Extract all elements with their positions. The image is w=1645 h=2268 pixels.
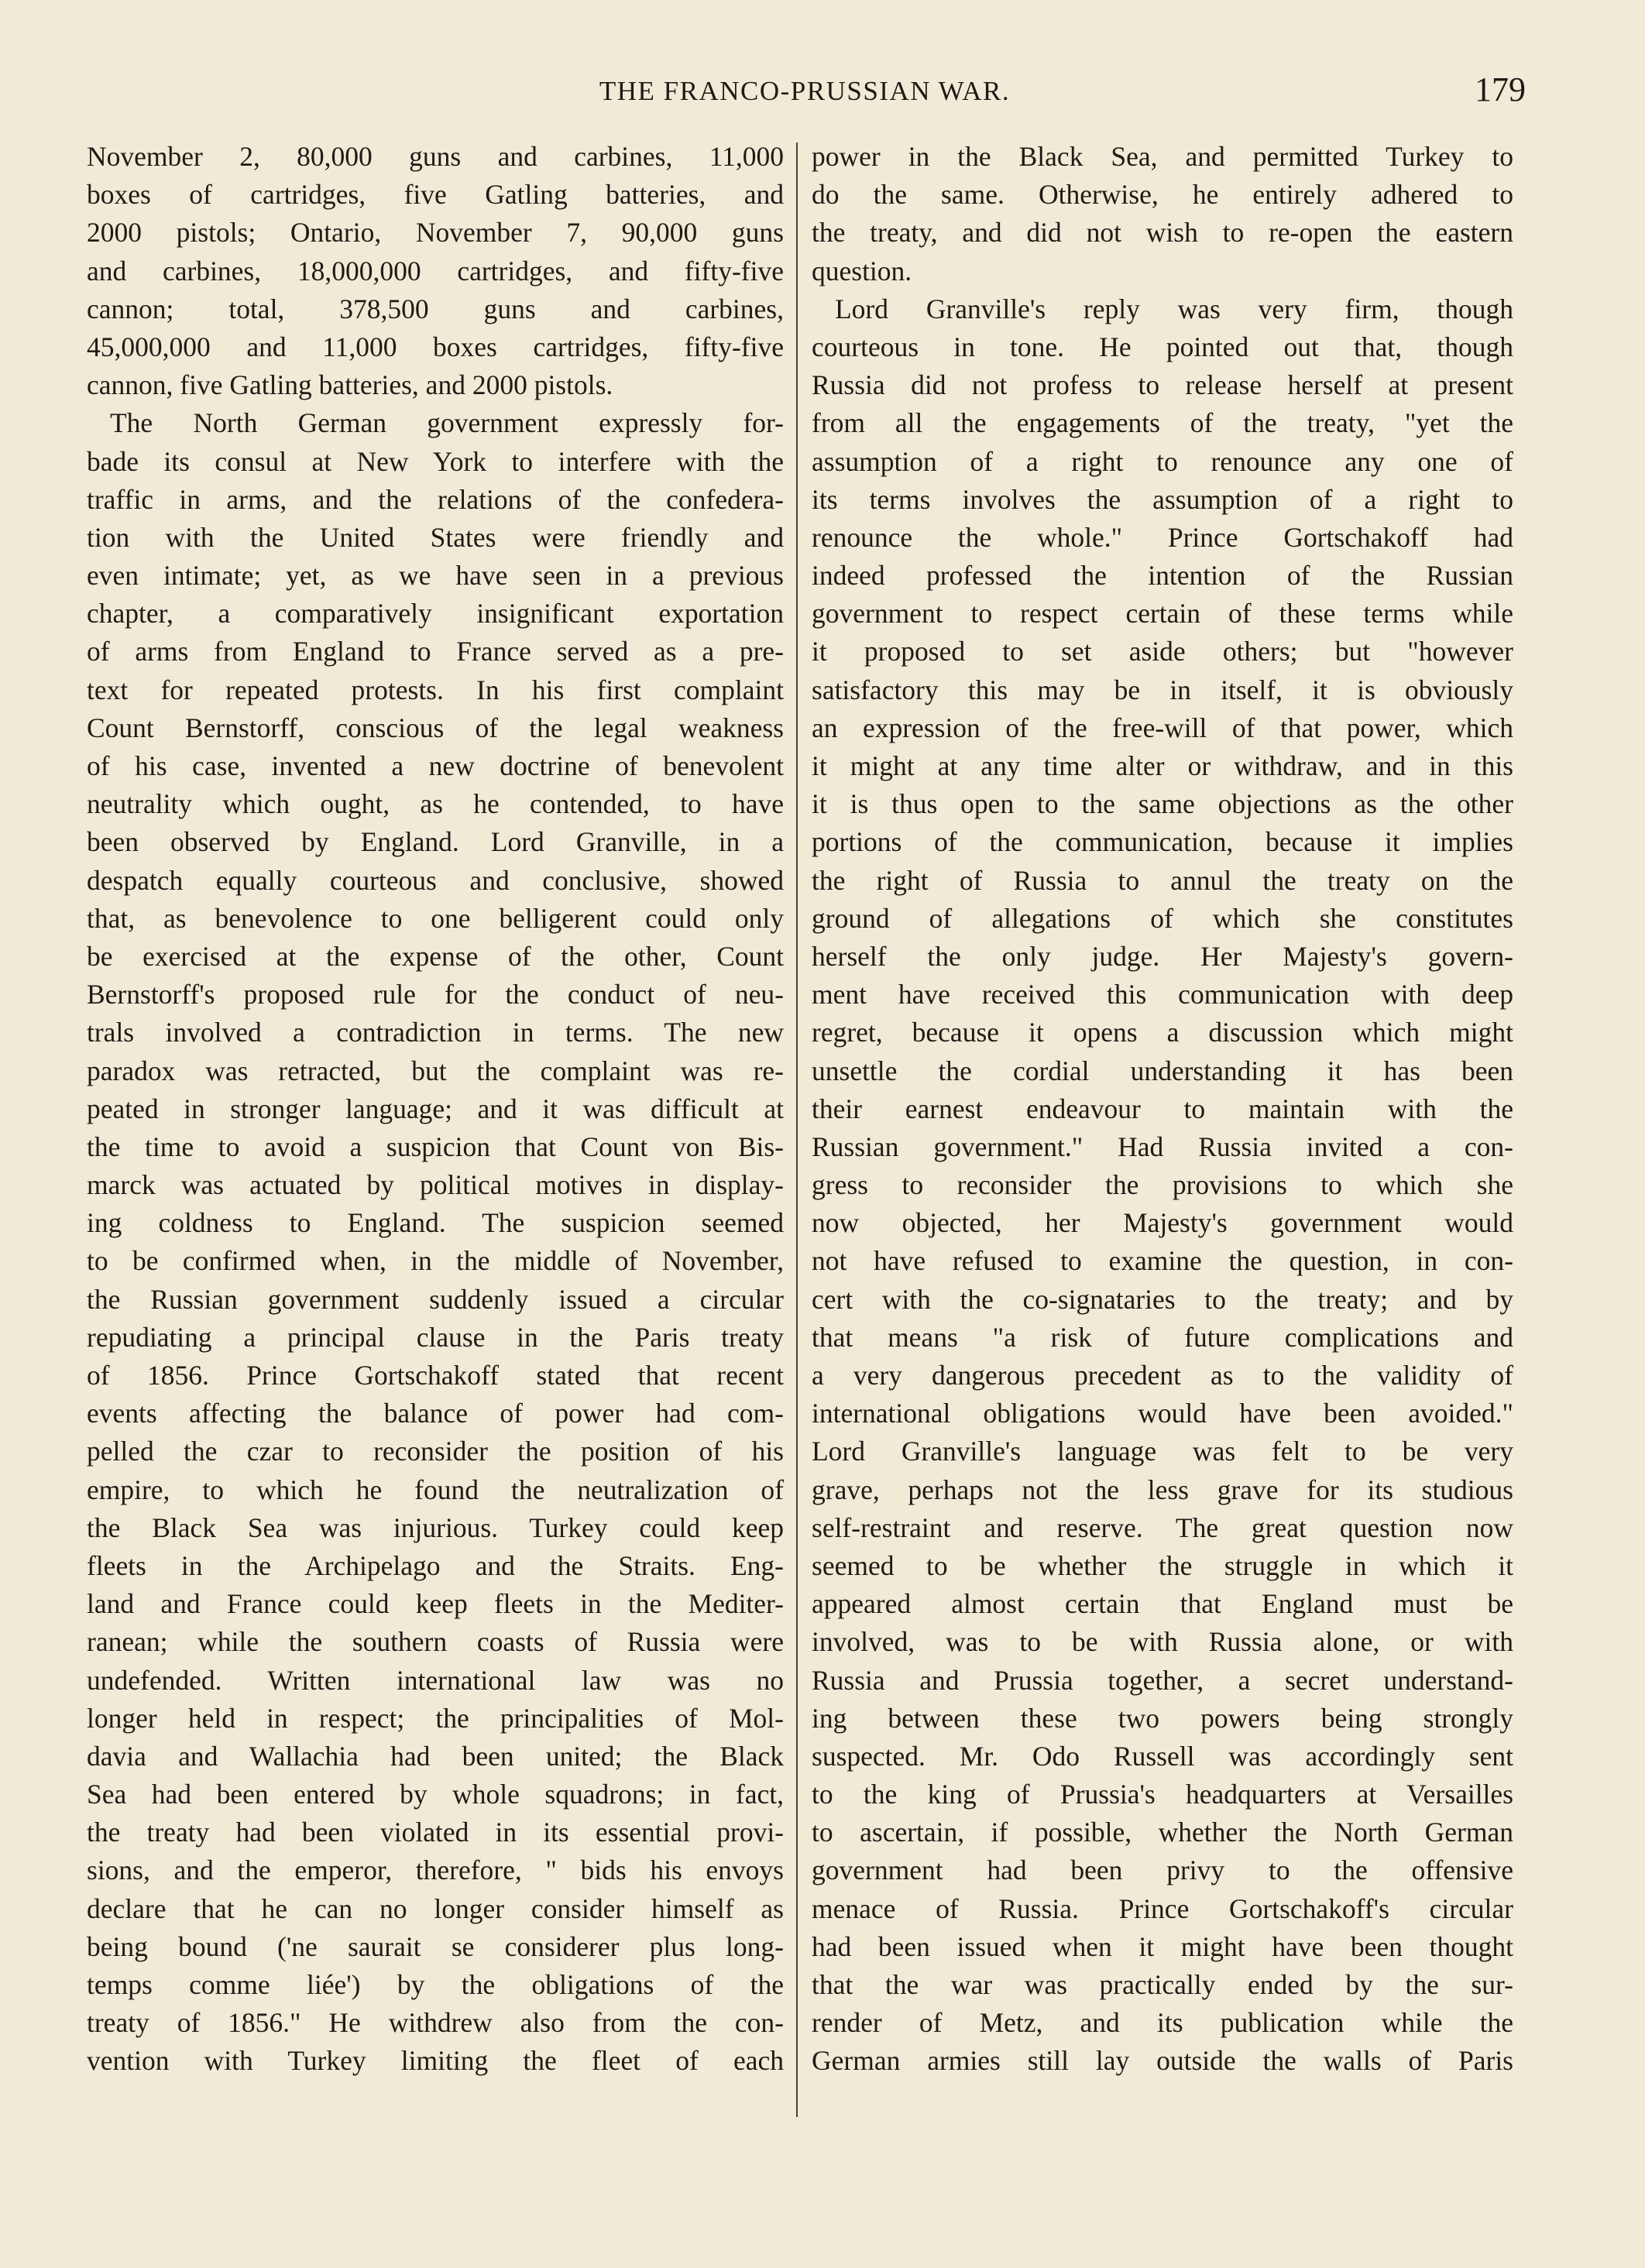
text-line: question. [812,255,912,287]
text-line: events affecting the balance of power had com- [87,1398,784,1429]
text-line: it proposed to set aside others; but "however [812,636,1513,667]
text-line: regret, because it opens a discussion which might [812,1017,1513,1048]
text-line: the right of Russia to annul the treaty on the [812,864,1513,896]
text-line: repudiating a principal clause in the Paris treaty [87,1321,784,1353]
text-line: unsettle the cordial understanding it has been [812,1055,1513,1086]
text-line: cannon; total, 378,500 guns and carbines, [87,293,784,324]
text-line: it is thus open to the same objections as the other [812,788,1513,820]
text-line: paradox was retracted, but the complaint was re- [87,1055,784,1086]
text-line: vention with Turkey limiting the fleet of each [87,2045,784,2077]
text-line: despatch equally courteous and conclusive, showed [87,864,784,896]
text-line: chapter, a comparatively insignificant exportation [87,598,784,630]
text-line: of 1856. Prince Gortschakoff stated that recent [87,1360,784,1391]
text-line: to ascertain, if possible, whether the North German [812,1817,1513,1848]
text-line: seemed to be whether the struggle in which it [812,1549,1513,1581]
text-line: of his case, invented a new doctrine of benevolent [87,750,784,781]
text-line: international obligations would have been avoided." [812,1398,1513,1429]
text-line: that, as benevolence to one belligerent could only [87,902,784,934]
text-line: do the same. Otherwise, he entirely adhered to [812,179,1513,211]
text-line: render of Metz, and its publication while the [812,2007,1513,2039]
text-line: Sea had been entered by whole squadrons; in fact, [87,1779,784,1810]
text-line: text for repeated protests. In his first complaint [87,674,784,705]
page-header [84,68,1526,122]
text-line: it might at any time alter or withdraw, and in this [812,750,1513,781]
text-line: gress to reconsider the provisions to which she [812,1169,1513,1201]
text-line: treaty of 1856." He withdrew also from the con- [87,2007,784,2039]
text-line: and carbines, 18,000,000 cartridges, and fifty-five [87,255,784,287]
column-divider [796,142,798,2117]
text-line: renounce the whole." Prince Gortschakoff had [812,521,1513,553]
text-line: grave, perhaps not the less grave for its studious [812,1474,1513,1505]
text-line: ground of allegations of which she constitutes [812,902,1513,934]
text-line: appeared almost certain that England must be [812,1588,1513,1620]
text-line: Count Bernstorff, conscious of the legal weakness [87,712,784,743]
text-line: marck was actuated by political motives in display- [87,1169,784,1201]
text-line: power in the Black Sea, and permitted Turkey to [812,141,1513,172]
text-line: its terms involves the assumption of a right to [812,483,1513,515]
text-line: being bound ('ne saurait se considerer plus long- [87,1930,784,1962]
text-line: Lord Granville's language was felt to be very [812,1436,1513,1467]
text-line: sions, and the emperor, therefore, " bids his envoys [87,1855,784,1886]
text-line: be exercised at the expense of the other, Count [87,940,784,972]
text-line: fleets in the Archipelago and the Straits. Eng- [87,1549,784,1581]
text-line: even intimate; yet, as we have seen in a previous [87,560,784,592]
running-title: THE FRANCO-PRUSSIAN WAR. [599,76,1011,106]
text-line: an expression of the free-will of that power, which [812,712,1513,743]
text-line: from all the engagements of the treaty, "yet the [812,407,1513,439]
text-line: Russian government." Had Russia invited a con- [812,1131,1513,1162]
text-line: empire, to which he found the neutralization of [87,1474,784,1505]
text-line: cert with the co-signataries to the treaty; and by [812,1283,1513,1315]
left-column [87,138,784,2081]
text-line: satisfactory this may be in itself, it is obviously [812,674,1513,705]
text-line: ranean; while the southern coasts of Russia were [87,1626,784,1658]
text-line: trals involved a contradiction in terms. The new [87,1017,784,1048]
text-line: 45,000,000 and 11,000 boxes cartridges, fifty-five [87,331,784,362]
text-line: been observed by England. Lord Granville, in a [87,826,784,858]
text-line: involved, was to be with Russia alone, or with [812,1626,1513,1658]
text-line: courteous in tone. He pointed out that, though [812,331,1513,362]
right-column [812,138,1513,2081]
text-line: government had been privy to the offensive [812,1855,1513,1886]
text-line: their earnest endeavour to maintain with the [812,1093,1513,1124]
text-line: portions of the communication, because it implies [812,826,1513,858]
text-line: davia and Wallachia had been united; the Black [87,1740,784,1772]
text-line: assumption of a right to renounce any one of [812,445,1513,477]
text-line: ing between these two powers being strongly [812,1702,1513,1734]
text-line: self-restraint and reserve. The great question now [812,1511,1513,1543]
text-line: pelled the czar to reconsider the position of his [87,1436,784,1467]
text-line: the treaty had been violated in its essential provi- [87,1817,784,1848]
text-line: 2000 pistols; Ontario, November 7, 90,000 guns [87,217,784,249]
text-line: Russia and Prussia together, a secret understand- [812,1664,1513,1696]
text-line: cannon, five Gatling batteries, and 2000 pistols. [87,369,613,401]
text-line: November 2, 80,000 guns and carbines, 11,000 [87,141,784,172]
text-line: suspected. Mr. Odo Russell was accordingly sent [812,1740,1513,1772]
text-line: neutrality which ought, as he contended, to have [87,788,784,820]
text-line: indeed professed the intention of the Russian [812,560,1513,592]
text-line: menace of Russia. Prince Gortschakoff's circular [812,1892,1513,1924]
text-line: to be confirmed when, in the middle of November, [87,1245,784,1277]
text-line: the time to avoid a suspicion that Count von Bis- [87,1131,784,1162]
text-line: of arms from England to France served as a pre- [87,636,784,667]
text-line: Lord Granville's reply was very firm, though [835,293,1513,324]
text-line: bade its consul at New York to interfere with the [87,445,784,477]
text-line: boxes of cartridges, five Gatling batteries, and [87,179,784,211]
text-line: that means "a risk of future complications and [812,1321,1513,1353]
text-line: not have refused to examine the question, in con- [812,1245,1513,1277]
text-line: ing coldness to England. The suspicion seemed [87,1207,784,1239]
text-line: ment have received this communication with deep [812,979,1513,1010]
text-line: government to respect certain of these terms while [812,598,1513,630]
text-line: Russia did not profess to release herself at present [812,369,1513,401]
page-number: 179 [1475,70,1526,108]
text-line: declare that he can no longer consider himself as [87,1892,784,1924]
text-line: land and France could keep fleets in the Mediter- [87,1588,784,1620]
text-line: undefended. Written international law was no [87,1664,784,1696]
text-line: the treaty, and did not wish to re-open the eastern [812,217,1513,249]
text-line: tion with the United States were friendly and [87,521,784,553]
text-line: peated in stronger language; and it was difficult at [87,1093,784,1124]
text-line: The North German government expressly for- [110,407,784,439]
text-line: to the king of Prussia's headquarters at Versailles [812,1779,1513,1810]
text-line: traffic in arms, and the relations of the confedera- [87,483,784,515]
text-line: the Russian government suddenly issued a circular [87,1283,784,1315]
text-line: that the war was practically ended by the sur- [812,1969,1513,2000]
text-line: had been issued when it might have been thought [812,1930,1513,1962]
text-line: now objected, her Majesty's government would [812,1207,1513,1239]
text-line: German armies still lay outside the walls of Paris [812,2045,1513,2077]
text-line: Bernstorff's proposed rule for the conduct of neu- [87,979,784,1010]
text-line: herself the only judge. Her Majesty's govern- [812,940,1513,972]
text-line: longer held in respect; the principalities of Mol- [87,1702,784,1734]
text-line: the Black Sea was injurious. Turkey could keep [87,1511,784,1543]
text-line: temps comme liée') by the obligations of the [87,1969,784,2000]
text-line: a very dangerous precedent as to the validity of [812,1360,1513,1391]
